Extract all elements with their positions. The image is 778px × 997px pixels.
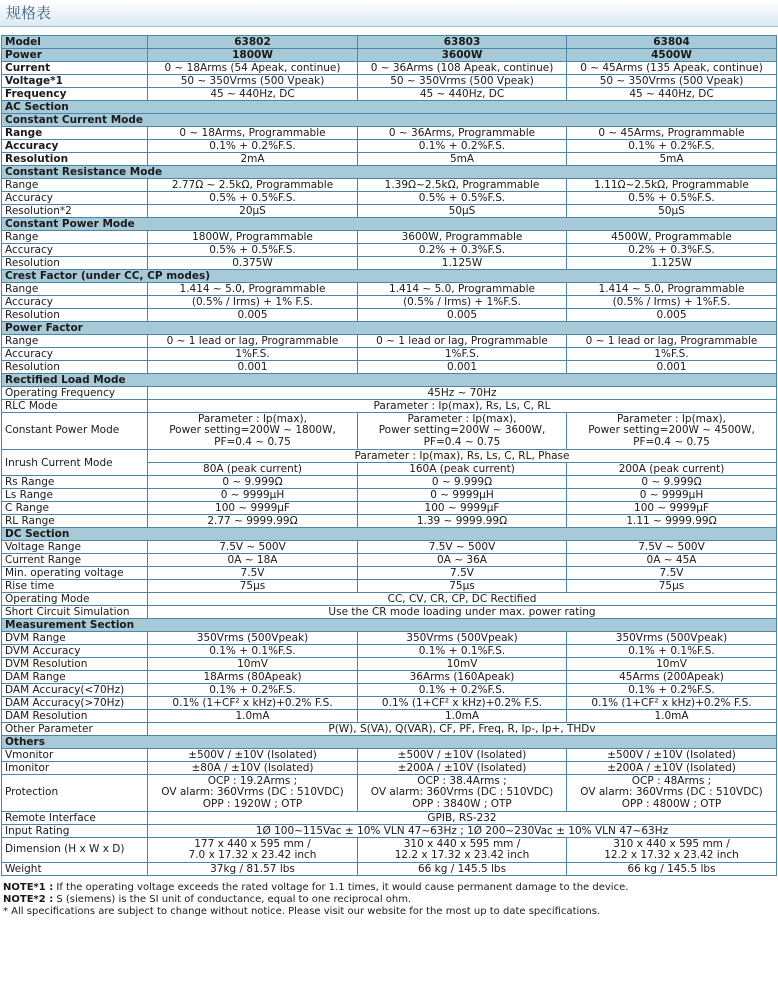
spec-label: Model [2, 36, 148, 49]
spec-value: ±500V / ±10V (Isolated) [148, 749, 358, 762]
spec-row [2, 140, 777, 153]
spec-value: 0 ~ 9.999Ω [567, 476, 777, 489]
spec-value: 0 ~ 9999μH [148, 489, 358, 502]
spec-row [2, 580, 777, 593]
spec-label: Range [2, 179, 148, 192]
spec-value: 0A ~ 18A [148, 554, 358, 567]
spec-row [2, 567, 777, 580]
spec-value: 2mA [148, 153, 358, 166]
spec-value: ±500V / ±10V (Isolated) [567, 749, 777, 762]
spec-value: 45 ~ 440Hz, DC [148, 88, 358, 101]
spec-value: 45 ~ 440Hz, DC [358, 88, 567, 101]
spec-value: 0.1% (1+CF² x kHz)+0.2% F.S. [567, 697, 777, 710]
spec-value: 1%F.S. [148, 348, 358, 361]
spec-value: 45 ~ 440Hz, DC [567, 88, 777, 101]
spec-label: Remote Interface [2, 812, 148, 825]
spec-label: Range [2, 127, 148, 140]
spec-label: Range [2, 335, 148, 348]
spec-value: 2.77Ω ~ 2.5kΩ, Programmable [148, 179, 358, 192]
spec-value: OCP : 48Arms ; OV alarm: 360Vrms (DC : 510VDC) OPP : 4800W ; OTP [567, 775, 777, 812]
spec-value: 0 ~ 36Arms, Programmable [358, 127, 567, 140]
spec-value: 0.1% + 0.2%F.S. [567, 684, 777, 697]
spec-label: DVM Range [2, 632, 148, 645]
spec-value: 50 ~ 350Vrms (500 Vpeak) [148, 75, 358, 88]
spec-value: ±200A / ±10V (Isolated) [358, 762, 567, 775]
spec-value: 1Ø 100~115Vac ± 10% VLN 47~63Hz ; 1Ø 200~230Vac ± 10% VLN 47~63Hz [148, 825, 777, 838]
spec-value: 0.1% (1+CF² x kHz)+0.2% F.S. [148, 697, 358, 710]
section-title: Rectified Load Mode [2, 374, 777, 387]
spec-value: 36Arms (160Apeak) [358, 671, 567, 684]
section-header [2, 374, 777, 387]
spec-value: ±80A / ±10V (Isolated) [148, 762, 358, 775]
section-title: DC Section [2, 528, 777, 541]
spec-value: 0.1% + 0.1%F.S. [358, 645, 567, 658]
spec-row [2, 153, 777, 166]
spec-label: DAM Accuracy(>70Hz) [2, 697, 148, 710]
spec-value: 100 ~ 9999μF [358, 502, 567, 515]
spec-row [2, 296, 777, 309]
spec-value: 0.2% + 0.3%F.S. [567, 244, 777, 257]
spec-row [2, 179, 777, 192]
spec-value: 1%F.S. [567, 348, 777, 361]
spec-label: Weight [2, 863, 148, 876]
spec-value: 37kg / 81.57 lbs [148, 863, 358, 876]
spec-value: (0.5% / Irms) + 1%F.S. [358, 296, 567, 309]
spec-value: 45Hz ~ 70Hz [148, 387, 777, 400]
spec-value: 5mA [358, 153, 567, 166]
spec-label: Accuracy [2, 244, 148, 257]
spec-row [2, 257, 777, 270]
spec-value: OCP : 38.4Arms ; OV alarm: 360Vrms (DC : 510VDC) OPP : 3840W ; OTP [358, 775, 567, 812]
spec-value: 0.1% (1+CF² x kHz)+0.2% F.S. [358, 697, 567, 710]
spec-label: Resolution [2, 257, 148, 270]
spec-value: OCP : 19.2Arms ; OV alarm: 360Vrms (DC : 510VDC) OPP : 1920W ; OTP [148, 775, 358, 812]
footnote [3, 906, 778, 918]
spec-value: P(W), S(VA), Q(VAR), CF, PF, Freq, R, Ip-, Ip+, THDv [148, 723, 777, 736]
spec-value: 1.125W [358, 257, 567, 270]
spec-value: 0 ~ 9.999Ω [148, 476, 358, 489]
spec-value: 0.5% + 0.5%F.S. [567, 192, 777, 205]
spec-value: 0.1% + 0.2%F.S. [148, 140, 358, 153]
spec-value: 50 ~ 350Vrms (500 Vpeak) [567, 75, 777, 88]
spec-value: 1800W [148, 49, 358, 62]
spec-value: 0 ~ 9.999Ω [358, 476, 567, 489]
spec-row [2, 62, 777, 75]
spec-value: Use the CR mode loading under max. power rating [148, 606, 777, 619]
spec-value: 0.5% + 0.5%F.S. [148, 244, 358, 257]
spec-row [2, 476, 777, 489]
spec-label: Accuracy [2, 192, 148, 205]
section-header [2, 619, 777, 632]
spec-value: 7.5V [358, 567, 567, 580]
spec-row [2, 502, 777, 515]
spec-label: DAM Range [2, 671, 148, 684]
section-title: Power Factor [2, 322, 777, 335]
spec-label: Voltage Range [2, 541, 148, 554]
spec-value: 66 kg / 145.5 lbs [567, 863, 777, 876]
spec-row [2, 749, 777, 762]
spec-label: Power [2, 49, 148, 62]
section-title: AC Section [2, 101, 777, 114]
spec-label: Operating Mode [2, 593, 148, 606]
section-title: Constant Current Mode [2, 114, 777, 127]
spec-value: 10mV [148, 658, 358, 671]
spec-value: 1.0mA [358, 710, 567, 723]
spec-row [2, 812, 777, 825]
spec-row [2, 838, 777, 863]
spec-label: Range [2, 231, 148, 244]
section-title: Constant Power Mode [2, 218, 777, 231]
spec-label: Other Parameter [2, 723, 148, 736]
spec-value: 0.001 [148, 361, 358, 374]
spec-label: Current [2, 62, 148, 75]
spec-value: 0 ~ 18Arms (54 Apeak, continue) [148, 62, 358, 75]
spec-label: Current Range [2, 554, 148, 567]
section-header [2, 528, 777, 541]
spec-label: Inrush Current Mode [2, 450, 148, 476]
spec-value: 63804 [567, 36, 777, 49]
spec-row [2, 387, 777, 400]
spec-label: Ls Range [2, 489, 148, 502]
spec-value: 1.39Ω~2.5kΩ, Programmable [358, 179, 567, 192]
spec-value: 1.125W [567, 257, 777, 270]
spec-value: 0 ~ 45Arms, Programmable [567, 127, 777, 140]
section-title: Crest Factor (under CC, CP modes) [2, 270, 777, 283]
spec-value: Parameter : Ip(max), Power setting=200W ~ 1800W, PF=0.4 ~ 0.75 [148, 413, 358, 450]
spec-label: Voltage*1 [2, 75, 148, 88]
section-header [2, 114, 777, 127]
spec-value: 0 ~ 9999μH [567, 489, 777, 502]
spec-row [2, 75, 777, 88]
spec-row [2, 658, 777, 671]
spec-value: 50μS [567, 205, 777, 218]
spec-value: 177 x 440 x 595 mm / 7.0 x 17.32 x 23.42 inch [148, 838, 358, 863]
spec-row [2, 205, 777, 218]
spec-value: CC, CV, CR, CP, DC Rectified [148, 593, 777, 606]
spec-value: 20μS [148, 205, 358, 218]
spec-value: 4500W, Programmable [567, 231, 777, 244]
spec-value: 1.39 ~ 9999.99Ω [358, 515, 567, 528]
spec-table [1, 35, 777, 876]
section-header [2, 166, 777, 179]
spec-value: 0.375W [148, 257, 358, 270]
spec-label: Dimension (H x W x D) [2, 838, 148, 863]
spec-row [2, 283, 777, 296]
spec-row [2, 710, 777, 723]
spec-value: 0.1% + 0.2%F.S. [358, 684, 567, 697]
spec-value: 18Arms (80Apeak) [148, 671, 358, 684]
spec-label: Resolution [2, 153, 148, 166]
spec-label: Range [2, 283, 148, 296]
spec-label: Input Rating [2, 825, 148, 838]
spec-value: 0A ~ 36A [358, 554, 567, 567]
spec-value: 0A ~ 45A [567, 554, 777, 567]
spec-label: RLC Mode [2, 400, 148, 413]
footnote-text: S (siemens) is the SI unit of conductance, equal to one reciprocal ohm. [53, 894, 412, 905]
spec-row [2, 593, 777, 606]
spec-value: 160A (peak current) [358, 463, 567, 476]
spec-label: DAM Resolution [2, 710, 148, 723]
spec-value: 7.5V [148, 567, 358, 580]
spec-value: 80A (peak current) [148, 463, 358, 476]
spec-value: 0 ~ 1 lead or lag, Programmable [567, 335, 777, 348]
spec-value: 1%F.S. [358, 348, 567, 361]
footnote [3, 894, 778, 906]
section-header [2, 322, 777, 335]
spec-row [2, 309, 777, 322]
spec-value: 50μS [358, 205, 567, 218]
spec-row [2, 775, 777, 812]
spec-value: 7.5V [567, 567, 777, 580]
footnotes [3, 882, 778, 918]
spec-label: Imonitor [2, 762, 148, 775]
spec-value: 10mV [358, 658, 567, 671]
spec-value: 1.414 ~ 5.0, Programmable [358, 283, 567, 296]
spec-value: 0 ~ 18Arms, Programmable [148, 127, 358, 140]
spec-value: 0 ~ 45Arms (135 Apeak, continue) [567, 62, 777, 75]
spec-row [2, 697, 777, 710]
spec-value: 63803 [358, 36, 567, 49]
spec-label: Accuracy [2, 348, 148, 361]
spec-value: 0.001 [358, 361, 567, 374]
spec-value: 50 ~ 350Vrms (500 Vpeak) [358, 75, 567, 88]
spec-row [2, 88, 777, 101]
spec-label: Accuracy [2, 140, 148, 153]
spec-value: Parameter : Ip(max), Rs, Ls, C, RL [148, 400, 777, 413]
section-header [2, 270, 777, 283]
spec-row [2, 645, 777, 658]
spec-row [2, 489, 777, 502]
spec-value: 63802 [148, 36, 358, 49]
spec-value: 0 ~ 9999μH [358, 489, 567, 502]
spec-row [2, 632, 777, 645]
spec-row [2, 515, 777, 528]
spec-label: Protection [2, 775, 148, 812]
spec-value: 75μs [148, 580, 358, 593]
spec-value: 350Vrms (500Vpeak) [148, 632, 358, 645]
spec-value: 0.005 [148, 309, 358, 322]
spec-value: 75μs [358, 580, 567, 593]
spec-value: 7.5V ~ 500V [148, 541, 358, 554]
page-header [0, 0, 778, 27]
spec-label: Frequency [2, 88, 148, 101]
spec-value: 100 ~ 9999μF [567, 502, 777, 515]
section-title: Measurement Section [2, 619, 777, 632]
spec-value: (0.5% / Irms) + 1%F.S. [567, 296, 777, 309]
spec-label: Vmonitor [2, 749, 148, 762]
spec-value: 10mV [567, 658, 777, 671]
spec-label: DAM Accuracy(<70Hz) [2, 684, 148, 697]
spec-value: 2.77 ~ 9999.99Ω [148, 515, 358, 528]
spec-value: Parameter : Ip(max), Power setting=200W ~ 4500W, PF=0.4 ~ 0.75 [567, 413, 777, 450]
spec-value: 310 x 440 x 595 mm / 12.2 x 17.32 x 23.42 inch [358, 838, 567, 863]
spec-label: Resolution [2, 361, 148, 374]
spec-row [2, 606, 777, 619]
spec-value: 0.001 [567, 361, 777, 374]
spec-label: Resolution [2, 309, 148, 322]
spec-value: 0.1% + 0.1%F.S. [567, 645, 777, 658]
spec-value: 3600W [358, 49, 567, 62]
spec-label: RL Range [2, 515, 148, 528]
spec-row [2, 863, 777, 876]
spec-row [2, 413, 777, 450]
spec-value: GPIB, RS-232 [148, 812, 777, 825]
footnote [3, 882, 778, 894]
section-header [2, 736, 777, 749]
spec-row [2, 192, 777, 205]
spec-value: 0.2% + 0.3%F.S. [358, 244, 567, 257]
spec-value: 310 x 440 x 595 mm / 12.2 x 17.32 x 23.42 inch [567, 838, 777, 863]
spec-value: 200A (peak current) [567, 463, 777, 476]
spec-value: 350Vrms (500Vpeak) [358, 632, 567, 645]
spec-value: 0.5% + 0.5%F.S. [358, 192, 567, 205]
spec-label: Resolution*2 [2, 205, 148, 218]
spec-value: 1.414 ~ 5.0, Programmable [567, 283, 777, 296]
spec-value: 45Arms (200Apeak) [567, 671, 777, 684]
section-header [2, 218, 777, 231]
spec-label: Rise time [2, 580, 148, 593]
spec-value: (0.5% / Irms) + 1% F.S. [148, 296, 358, 309]
spec-value: Parameter : Ip(max), Power setting=200W ~ 3600W, PF=0.4 ~ 0.75 [358, 413, 567, 450]
spec-label: Rs Range [2, 476, 148, 489]
spec-value: 0 ~ 36Arms (108 Apeak, continue) [358, 62, 567, 75]
spec-row [2, 127, 777, 140]
footnote-key: NOTE*2 : [3, 894, 54, 905]
spec-value: 1.0mA [567, 710, 777, 723]
spec-row [2, 723, 777, 736]
spec-value: Parameter : Ip(max), Rs, Ls, C, RL, Phase [148, 450, 777, 463]
footnote-text: * All specifications are subject to change without notice. Please visit our website for the most up to date specifications. [3, 906, 601, 917]
spec-value: 0.1% + 0.1%F.S. [148, 645, 358, 658]
spec-label: Operating Frequency [2, 387, 148, 400]
spec-row [2, 361, 777, 374]
spec-row [2, 244, 777, 257]
spec-row [2, 231, 777, 244]
footnote-key: NOTE*1 : [3, 882, 54, 893]
spec-row [2, 450, 777, 463]
spec-label: Min. operating voltage [2, 567, 148, 580]
spec-row [2, 348, 777, 361]
spec-value: 1.414 ~ 5.0, Programmable [148, 283, 358, 296]
page-title: 规格表 [6, 4, 52, 22]
spec-value: ±500V / ±10V (Isolated) [358, 749, 567, 762]
spec-row [2, 541, 777, 554]
spec-value: 66 kg / 145.5 lbs [358, 863, 567, 876]
spec-value: 1.0mA [148, 710, 358, 723]
spec-value: 5mA [567, 153, 777, 166]
spec-label: DVM Resolution [2, 658, 148, 671]
spec-value: 75μs [567, 580, 777, 593]
spec-row [2, 684, 777, 697]
spec-value: 100 ~ 9999μF [148, 502, 358, 515]
spec-value: 4500W [567, 49, 777, 62]
spec-value: 0.005 [567, 309, 777, 322]
spec-label: Constant Power Mode [2, 413, 148, 450]
spec-value: ±200A / ±10V (Isolated) [567, 762, 777, 775]
spec-value: 0.005 [358, 309, 567, 322]
spec-row [2, 335, 777, 348]
spec-row [2, 762, 777, 775]
spec-label: C Range [2, 502, 148, 515]
spec-value: 0 ~ 1 lead or lag, Programmable [148, 335, 358, 348]
spec-value: 0.1% + 0.2%F.S. [148, 684, 358, 697]
spec-value: 0 ~ 1 lead or lag, Programmable [358, 335, 567, 348]
spec-value: 1800W, Programmable [148, 231, 358, 244]
spec-row [2, 825, 777, 838]
section-header [2, 101, 777, 114]
spec-label: Accuracy [2, 296, 148, 309]
spec-value: 1.11 ~ 9999.99Ω [567, 515, 777, 528]
spec-value: 3600W, Programmable [358, 231, 567, 244]
section-title: Others [2, 736, 777, 749]
spec-value: 7.5V ~ 500V [358, 541, 567, 554]
spec-value: 0.5% + 0.5%F.S. [148, 192, 358, 205]
spec-value: 0.1% + 0.2%F.S. [358, 140, 567, 153]
spec-row [2, 554, 777, 567]
spec-value: 1.11Ω~2.5kΩ, Programmable [567, 179, 777, 192]
spec-label: DVM Accuracy [2, 645, 148, 658]
spec-row [2, 671, 777, 684]
spec-value: 350Vrms (500Vpeak) [567, 632, 777, 645]
footnote-text: If the operating voltage exceeds the rated voltage for 1.1 times, it would cause permanent damage to the device. [53, 882, 629, 893]
header-row [2, 49, 777, 62]
spec-value: 0.1% + 0.2%F.S. [567, 140, 777, 153]
section-title: Constant Resistance Mode [2, 166, 777, 179]
spec-value: 7.5V ~ 500V [567, 541, 777, 554]
header-row [2, 36, 777, 49]
spec-row [2, 400, 777, 413]
spec-label: Short Circuit Simulation [2, 606, 148, 619]
